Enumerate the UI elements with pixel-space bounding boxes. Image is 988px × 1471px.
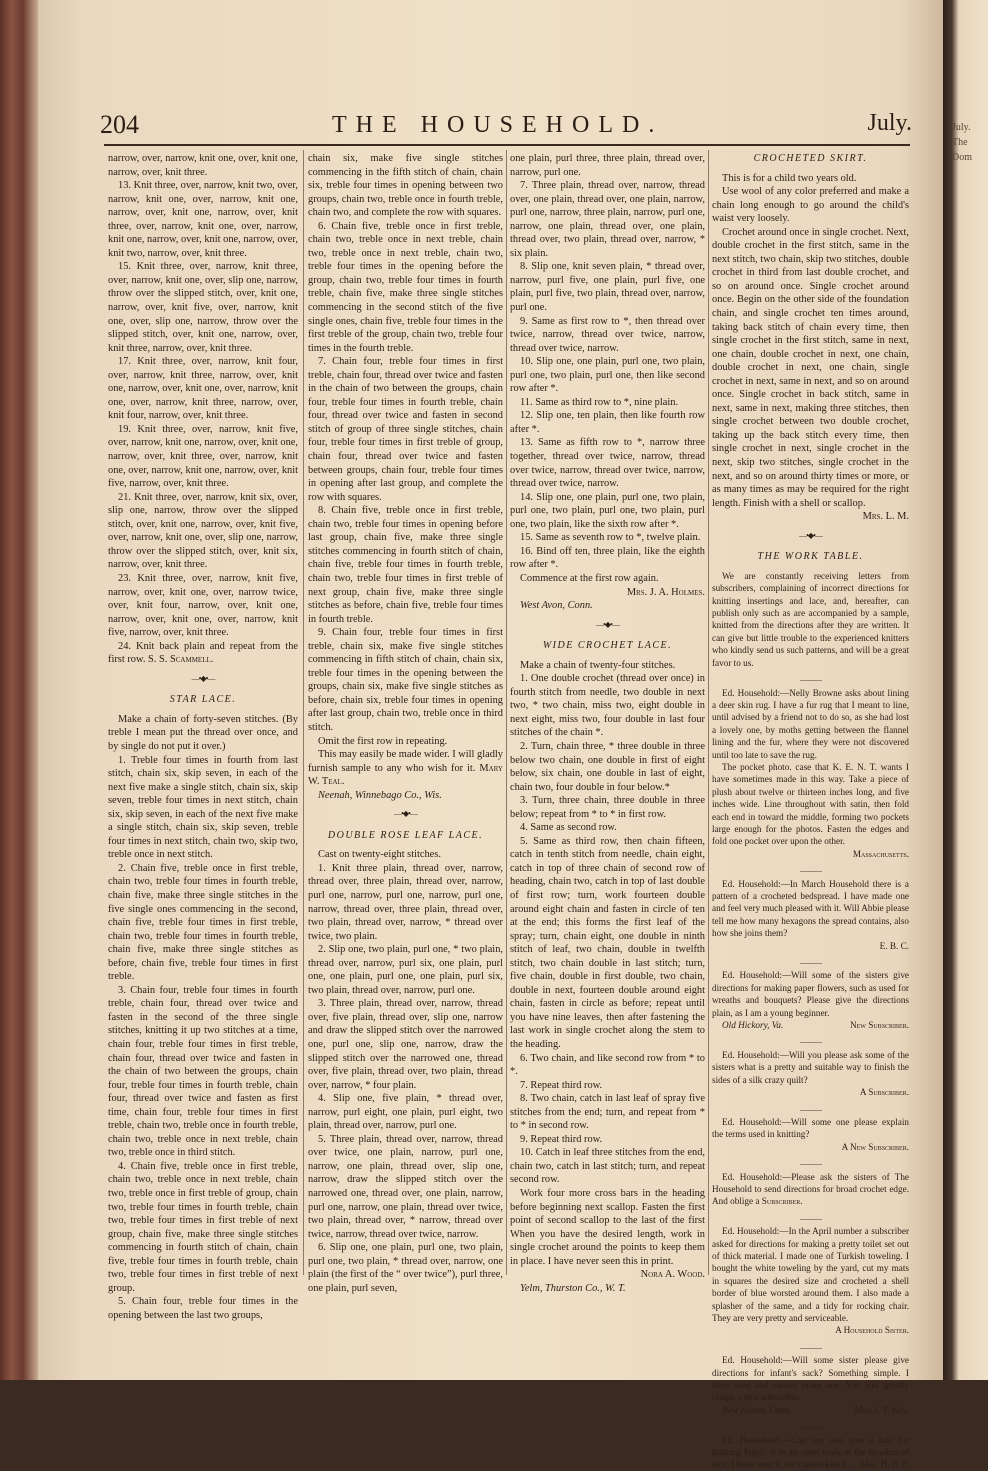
paragraph: 2. Slip one, two plain, purl one, * two plain, thread over, narrow, purl six, one plain, purl one, one plain, purl one, one plain, purl six, two plain, thread over, narrow, purl one. <box>308 944 503 996</box>
article-title: WIDE CROCHET LACE. <box>542 640 673 652</box>
place-line: Yelm, Thurston Co., W. T. <box>520 1282 626 1294</box>
paragraph: Cast on twenty-eight stitches. <box>318 849 441 861</box>
paragraph: 5. Same as third row, then chain fifteen, catch in tenth stitch from needle, chain eight, catch in top of three chain of second row of heading, chain two, catch in top of last double of first row; turn, work fourteen double around eight chain and fasten in circle of ten at the end; this forms the first leaf of the spray; turn, chain eight, one double in ninth stitch of leaf, two chain, double in twelfth stitch, two chain double in last stitch; turn, five chain, double in first double, two chain, double in next, fourteen double around eight chain, fasten in circle as before; repeat until you have nine leaves, then after fastening the last work in single crochet along the stem to the heading. <box>510 835 705 1050</box>
ornament-divider: ――― <box>800 866 821 876</box>
ornament-divider: ―•◆•― <box>596 619 619 629</box>
header-rule <box>104 144 910 146</box>
letter: Ed. Household:—Will some one please explain the terms used in knitting? <box>712 1116 909 1140</box>
paragraph <box>108 640 298 667</box>
page-title: THE HOUSEHOLD. <box>332 112 664 138</box>
letter: Ed. Household:—Will you please ask some of the sisters what is a pretty and suitable way to finish the sides of a silk crazy quilt? <box>712 1049 909 1085</box>
paragraph: Make a chain of forty-seven stitches. (By treble I mean put the thread over once, and by single do not put it over.) <box>108 713 298 752</box>
ornament-divider: ―•◆•― <box>799 530 822 540</box>
page-gutter <box>943 0 988 1380</box>
paragraph: 3. Turn, three chain, three double in three below; repeat from * to * in first row. <box>510 795 705 820</box>
place-line <box>712 1019 909 1031</box>
paragraph: 8. Slip one, knit seven plain, * thread over, narrow, purl five, one plain, purl five, one plain, purl five, two plain, thread over, narrow, purl one. <box>510 261 705 314</box>
paragraph: 23. Knit three, over, narrow, knit five, narrow, over, knit one, over, narrow twice, over, knit four, narrow, over, knit one, narrow, over, knit one, over, narrow, knit five, narrow, over, knit three. <box>108 572 298 639</box>
paragraph: 13. Same as fifth row to *, narrow three together, thread over twice, narrow, thread over twice, narrow, thread over twice, narrow, thread over twice, narrow. <box>510 437 705 490</box>
paragraph: 1. Treble four times in fourth from last stitch, chain six, skip seven, in each of the next five make a single stitch, chain six, skip seven, treble four times in next stitch, chain six, skip seven, in each of the next five make a single stitch, chain six, skip seven, treble four times in next stitch, chain two, skip two, treble once in next stitch. <box>108 754 298 861</box>
paragraph: 21. Knit three, over, narrow, knit six, over, slip one, narrow, throw over the slipped stitch, over, knit one, narrow, over, knit five, over, narrow, knit one, over, slip one, narrow, throw over the slipped stitch, over, knit six, narrow, over, knit three. <box>108 491 298 571</box>
paragraph: 15. Knit three, over, narrow, knit three, over, narrow, knit one, over, slip one, narrow, throw over the slipped stitch, over, knit one, narrow, over, knit five, over, narrow, knit one, over, slip one, narrow, throw over the slipped stitch, over, knit one, narrow, over, knit three, narrow, over, knit three. <box>108 261 298 354</box>
paragraph-text: This may easily be made wider. I will gladly furnish sample to any who wish for it. <box>308 749 503 774</box>
letter: Ed. Household:—In March Household there is a pattern of a crocheted bedspread. I have made one and feel very much pleased with it. Will Abbie please tell me how many hexagons the spread contains, also how she joins them? <box>712 878 909 939</box>
letter: Ed. Household:—Will some of the sisters give directions for making paper flowers, such as used for wreaths and bouquets? Please give the directions plain, as I am a young beginner. <box>712 970 909 1018</box>
ornament-divider: ――― <box>800 958 821 968</box>
next-page-title: The Dom <box>952 137 972 163</box>
column-divider <box>506 150 507 1275</box>
paragraph: Crochet around once in single crochet. Next, double crochet in the first stitch, same in the next stitch, two chain, skip two stitches, double crochet in third from last double crochet, and so on around once. Single crochet around once. Begin on the other side of the foundation chain, and single crochet ten times around, taking back stitch of chain every time, then single crochet in the first stitch, same in next, one chain, double crochet in next, one chain, double crochet in next, one chain, single crochet in next, same in next, and so on around once. Single crochet in back stitch, same in next, same in next, making three stitches, then single crochet between two double crochet, taking up the back stitch every time, then single crochet in next, single crochet in the next, skip two stitches, single crochet in the next, and so on around thirty times or more, or as many times as may be required for the right length. Finish with a shell or scallop. <box>712 226 909 509</box>
signature: Massachusetts. <box>852 848 909 859</box>
paragraph: 7. Chain four, treble four times in first treble, chain four, thread over twice and fasten in the chain of two between the groups, chain four, treble four times in fourth treble, chain four, thread over twice and fasten in second stitch of group of three single stitches, chain four, treble four times in first treble of group, chain four, thread over twice and fasten between groups, chain four, treble four times in opening after last group, and complete the row with squares. <box>308 356 503 503</box>
ornament-divider: ―•◆•― <box>394 809 417 819</box>
paragraph: 15. Same as seventh row to *, twelve plain. <box>520 532 701 544</box>
letter: Ed. Household:—Will some sister please give directions for infant's sack? Something simple. I have tried and cannot make one. You will greatly oblige a new subscriber. <box>712 1355 909 1403</box>
letter: The pocket photo. case that K. E. N. T. wants I have sometimes made in this way. Take a piece of plush about twelve or thirteen inches long, and five inches wide. Line throughout with satin, then fold each end in toward the middle, forming two pockets large enough for the photos. Fasten the edges and fold one pocket over upon the other. <box>712 761 909 847</box>
signature: Mrs. J. T. Key. <box>854 1404 909 1415</box>
paragraph: Use wool of any color preferred and make a chain long enough to go around the child's waist very loosely. <box>712 186 909 225</box>
column-4 <box>712 152 909 1471</box>
ornament-divider: ――― <box>800 1159 821 1169</box>
article-title: CROCHETED SKIRT. <box>753 153 868 164</box>
paragraph: 6. Slip one, one plain, purl one, two plain, purl one, two plain, * thread over, narrow, one plain (the first of the “ over twice”), purl three, one plain, purl seven, <box>308 1242 503 1294</box>
paragraph: 16. Bind off ten, three plain, like the eighth row after *. <box>510 545 705 571</box>
paragraph: 11. Same as third row to *, nine plain. <box>520 396 679 408</box>
paragraph: 2. Turn, chain three, * three double in three below two chain, one double in first of eight below, six chain, one double in last of eight, chain two, four double in four below.* <box>510 740 705 793</box>
paragraph: narrow, over, narrow, knit one, over, knit one, narrow, over, knit three. <box>108 153 298 178</box>
next-page-edge <box>952 120 986 165</box>
column-divider <box>303 150 304 1275</box>
place-line <box>712 1404 909 1416</box>
column-divider <box>708 150 709 1275</box>
paragraph: 19. Knit three, over, narrow, knit five, over, narrow, knit one, narrow, over, knit one, narrow, over, knit three, over, narrow, knit one, over, narrow, knit one, narrow, over, knit five, narrow, over, knit three. <box>108 423 298 490</box>
paragraph: 13. Knit three, over, narrow, knit two, over, narrow, knit one, over, narrow, knit one, narrow, over, knit one, narrow, over, knit three, over, narrow, knit one, over, narrow, knit one, narrow, over, knit one, narrow, over, knit two, narrow, over, knit three. <box>108 180 298 259</box>
paragraph: 10. Catch in leaf three stitches from the end, chain two, catch in last stitch; turn, and repeat second row. <box>510 1147 705 1186</box>
place-line: Neenah, Winnebago Co., Wis. <box>318 789 442 801</box>
place-text: Old Hickory, Va. <box>722 1020 784 1031</box>
ornament-divider: ――― <box>800 1037 821 1047</box>
signature: A New Subscriber. <box>841 1141 909 1152</box>
paragraph: 9. Same as first row to *, then thread over twice, narrow, thread over twice, narrow, thread over twice, narrow. <box>510 315 705 354</box>
paragraph <box>308 748 503 789</box>
place-line: West Avon, Conn. <box>520 600 593 612</box>
paragraph: 6. Chain five, treble once in first treble, chain two, treble once in next treble, chain two, treble once in next treble, chain two, treble four times in the opening before the group, chain two, treble four times in fourth treble, chain five, make three single stitches commencing in the second stitch of the five single ones, chain five, treble four times in the first treble of the group, chain two, treble four times in the fourth treble. <box>308 220 503 354</box>
ornament-divider: ―•◆•― <box>191 673 215 683</box>
signature: Mrs. H. B. F. <box>860 1459 909 1470</box>
signature: A Household Sister. <box>835 1325 909 1336</box>
next-page-month: July. <box>952 122 971 133</box>
letter <box>712 1171 909 1208</box>
place-text: New Haven, Conn. <box>722 1404 792 1415</box>
paragraph: 4. Slip one, five plain, * thread over, narrow, purl eight, one plain, purl eight, two plain, thread over, narrow, purl one. <box>308 1093 503 1132</box>
page-header <box>100 110 912 140</box>
paragraph: 5. Chain four, treble four times in the opening between the last two groups, <box>108 1296 298 1321</box>
signature: Nora A. Wood. <box>640 1269 705 1281</box>
paragraph: 9. Repeat third row. <box>520 1133 603 1145</box>
signature: S. S. Scammell. <box>148 654 214 666</box>
ornament-divider: ――― <box>800 1104 821 1114</box>
paragraph: 4. Same as second row. <box>520 822 617 834</box>
paragraph: 8. Two chain, catch in last leaf of spray five stitches from the end; turn, and repeat from * to * in second row. <box>510 1093 705 1132</box>
article-title: DOUBLE ROSE LEAF LACE. <box>327 829 484 841</box>
paragraph: 1. Knit three plain, thread over, narrow, thread over, three plain, thread over, narrow, purl one, narrow, purl one, narrow, purl one, narrow, thread over, three plain, thread over, two plain, thread over, narrow, * thread over twice, two plain. <box>308 862 503 942</box>
column-3 <box>510 152 705 1295</box>
signature: New Subscriber. <box>849 1020 909 1031</box>
paragraph: Commence at the first row again. <box>520 572 659 584</box>
paragraph: chain six, make five single stitches commencing in the fifth stitch of chain, chain six, treble four times in opening between two groups, chain two, treble once in fourth treble, chain two, and complete the row with squares. <box>308 153 503 219</box>
paragraph: 3. Three plain, thread over, narrow, thread over, five plain, thread over, slip one, narrow and draw the slipped stitch over the narrowed one, purl one, slip one, narrow, draw the slipped stitch over the narrowed one, thread over, five plain, thread over, two plain, thread over, narrow, * four plain. <box>308 998 503 1091</box>
signature: A Subscriber. <box>859 1087 909 1098</box>
ornament-divider: ――― <box>800 1422 821 1432</box>
article-title: STAR LACE. <box>169 694 237 706</box>
paragraph: 14. Slip one, one plain, purl one, two plain, purl one, two plain, purl one, two plain, purl one, two plain, like the sixth row after *. <box>510 491 705 530</box>
paragraph: 6. Two chain, and like second row from * to *. <box>510 1052 705 1078</box>
ornament-divider: ――― <box>800 1342 821 1352</box>
signature: E. B. C. <box>879 940 909 951</box>
column-1 <box>108 152 298 1322</box>
paragraph: 5. Three plain, thread over, narrow, thread over twice, one plain, narrow, purl one, narrow, one plain, thread over, slip one, narrow, draw the slipped stitch over the narrowed one, thread over, one plain, narrow, purl one, narrow, one plain, thread over twice, two plain, thread over, * narrow, thread over twice, narrow, thread over twice, narrow. <box>308 1133 503 1240</box>
paragraph: one plain, purl three, three plain, thread over, narrow, purl one. <box>510 153 705 178</box>
letter: Ed. Household:—Nelly Browne asks about lining a deer skin rug. I have a fur rug that I meant to line, until advised by a friend not to do so, as she had lost a lovely one, by moths getting between the flannel lining and the fur, where they were not discovered until too late to save the rug. <box>712 687 909 760</box>
book-binding <box>0 0 38 1380</box>
signature: Mrs. L. M. <box>862 511 909 523</box>
paragraph: Omit the first row in repeating. <box>318 735 448 747</box>
paragraph: 7. Three plain, thread over, narrow, thread over, one plain, thread over, one plain, narrow, purl one, narrow, three plain, narrow, purl one, narrow, one plain, thread over, one plain, thread over, two plain, thread over, narrow, * six plain. <box>510 180 705 259</box>
article-title: THE WORK TABLE. <box>757 551 864 563</box>
paragraph: Make a chain of twenty-four stitches. <box>520 659 676 671</box>
paragraph: We are constantly receiving letters from subscribers, complaining of incorrect directions for knitting insertings and lace, and, hereafter, can publish only such as are accompanied by a sample, knitted from the directions after they are written. It can give but little trouble to the experienced knitters who kindly send us such patterns, and will be a great favor to us. <box>712 570 909 668</box>
paragraph: 4. Chain five, treble once in first treble, chain two, treble once in next treble, chain two, treble once in first treble of group, chain two, treble four times in fourth treble, chain two, treble four times in first treble of next group, chain five, make three single stitches commencing in fourth stitch of chain, chain five, treble four times in fourth treble, chain two, treble four times in first treble of next group. <box>108 1160 298 1294</box>
signature: Mary W. Teal. <box>308 762 503 788</box>
paragraph: 9. Chain four, treble four times in first treble, chain six, make five single stitches commencing in fifth stitch of chain, chain six, treble four times in the opening between the groups, chain six, make five single stitches as before, chain six, treble four times in opening after last group, chain two, treble once in third stitch. <box>308 627 503 733</box>
page-month: July. <box>867 110 912 136</box>
column-2 <box>308 152 503 1295</box>
paragraph: 12. Slip one, ten plain, then like fourth row after *. <box>510 410 705 435</box>
paragraph: 8. Chain five, treble once in first treble, chain two, treble four times in opening before last group, chain five, make three single stitches commencing in fourth stitch of chain, chain five, treble four times in fourth treble, chain two, treble four times in first treble of next group, chain five, make three single stitches as before, chain five, treble four times in fourth treble. <box>308 505 503 625</box>
paragraph: 3. Chain four, treble four times in fourth treble, chain four, thread over twice and fasten in the second of the three single stitches, knitting it up two stitches at a time, chain four, treble four times in first treble, chain four, thread over twice and fasten in the chain of two between the groups, chain four, treble four times in fourth treble, chain four, thread over twice and fasten as first time, chain four, treble four times in first treble, chain two, treble once in fourth treble, chain two, treble once in next treble, chain two, treble once in third stitch. <box>108 984 298 1159</box>
ornament-divider: ――― <box>800 675 821 685</box>
paragraph: 17. Knit three, over, narrow, knit four, over, narrow, knit three, narrow, over, knit one, narrow, over, knit one, over, narrow, knit one, over, narrow, knit three, narrow, over, knit four, narrow, over, knit three. <box>108 356 298 422</box>
paragraph-text: 24. Knit back plain and repeat from the first row. <box>108 640 298 666</box>
letter: Ed. Household:—In the April number a subscriber asked for directions for making a pretty toilet set out of thick material. I made one of Turkish toweling. I bought the white toweling by the yard, cut my mats in squares the desired size and crocheted a shell border of blue worsted around them. I also made a splasher of the same, and a tidy for rocking chair. They are very pretty and serviceable. <box>712 1226 909 1324</box>
paragraph: Work four more cross bars in the heading before beginning next scallop. Fasten the first point of second scallop to the last of the first When you have the desired length, work in single crochet around the points to keep them in place. I have never seen this in print. <box>510 1188 705 1267</box>
paragraph: 7. Repeat third row. <box>520 1079 603 1091</box>
ornament-divider: ――― <box>800 1213 821 1223</box>
paragraph: 1. One double crochet (thread over once) in fourth stitch from needle, two double in next two, * two chain, miss two, eight double in next eight, miss two, four double in last four stitches of the chain *. <box>510 673 705 739</box>
letter <box>712 1434 909 1471</box>
signature: Mrs. J. A. Holmes. <box>626 586 705 598</box>
signature: Subscriber. <box>761 1196 803 1207</box>
paragraph: This is for a child two years old. <box>722 172 857 184</box>
page-number: 204 <box>100 110 139 139</box>
paragraph: 10. Slip one, one plain, purl one, two plain, purl one, two plain, purl one, then like second row after *. <box>510 356 705 395</box>
letter-text: Ed. Household:—Can any one give a rule for knitting fagot? It is an open work at the heading of lace. I have seen it, but cannot knit it. <box>712 1434 909 1470</box>
paragraph: 2. Chain five, treble once in first treble, chain two, treble four times in fourth treble, chain five, make three single stitches in the five single ones commencing in the second, chain five, treble four times in first treble, chain two, treble four times in fourth treble, chain five, make three single stitches as before, chain five, treble four times in first treble. <box>108 862 298 983</box>
letter-text: Ed. Household:—Please ask the sisters of The Household to send directions for broad crochet edge. And oblige a <box>712 1171 909 1207</box>
